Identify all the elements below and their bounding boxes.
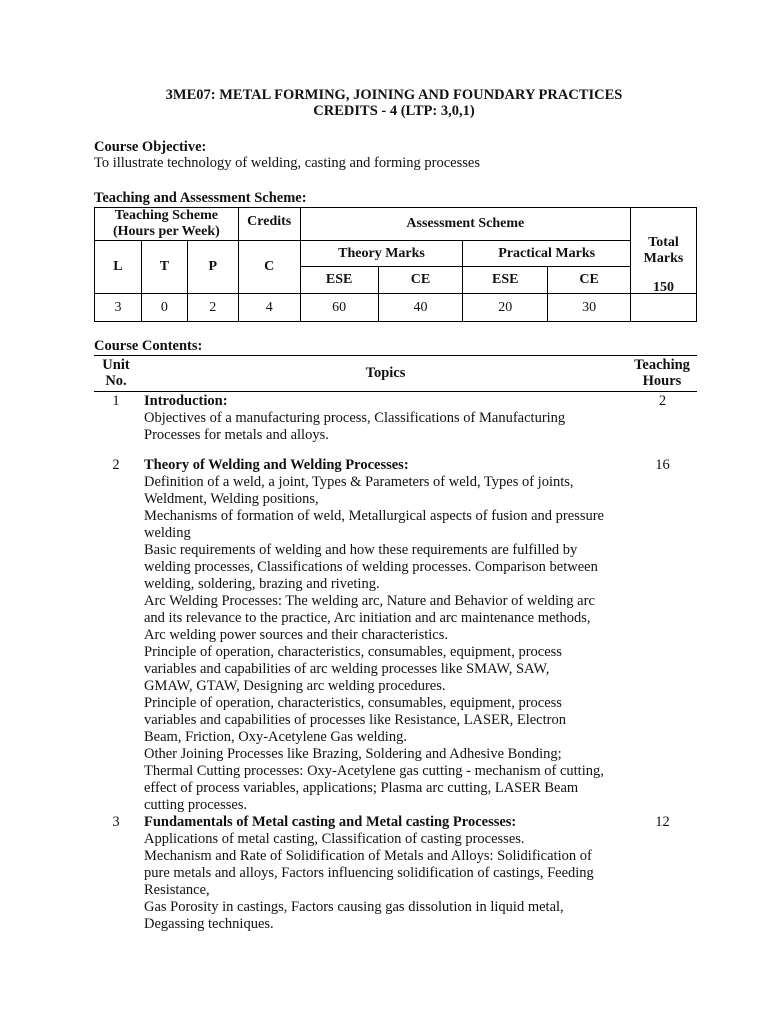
topic-line: variables and capabilities of arc welding processes like SMAW, SAW, <box>144 661 550 677</box>
topic-line: Gas Porosity in castings, Factors causing gas dissolution in liquid metal, <box>144 899 564 915</box>
objective-text: To illustrate technology of welding, casting and forming processes <box>94 155 480 171</box>
topic-line: Applications of metal casting, Classification of casting processes. <box>144 831 525 847</box>
practical-ese-header: ESE <box>463 267 548 294</box>
topic-line: Arc Welding Processes: The welding arc, Nature and Behavior of welding arc <box>144 593 595 609</box>
unit-topics <box>144 814 627 933</box>
unit-title: Theory of Welding and Welding Processes: <box>144 457 409 473</box>
topic-line: Processes for metals and alloys. <box>144 427 329 443</box>
col-c: C <box>238 241 300 294</box>
topic-line: variables and capabilities of processes like Resistance, LASER, Electron <box>144 712 566 728</box>
topic-line: and its relevance to the practice, Arc initiation and arc maintenance methods, <box>144 610 591 626</box>
topic-line: cutting processes. <box>144 797 248 813</box>
theory-ce-header: CE <box>378 267 463 294</box>
assessment-scheme-header: Assessment Scheme <box>300 208 630 241</box>
topic-line: Objectives of a manufacturing process, Classifications of Manufacturing <box>144 410 566 426</box>
practical-ce-header: CE <box>548 267 631 294</box>
unit-topics <box>144 393 627 444</box>
course-title: 3ME07: METAL FORMING, JOINING AND FOUNDARY PRACTICES <box>165 87 623 103</box>
topic-line: Weldment, Welding positions, <box>144 491 319 507</box>
topic-line: Principle of operation, characteristics, consumables, equipment, process <box>144 644 562 660</box>
topic-line: Principle of operation, characteristics, consumables, equipment, process <box>144 695 562 711</box>
unit-no-header: Unit No. <box>102 357 130 389</box>
topic-line: effect of process variables, applications; Plasma arc cutting, LASER Beam <box>144 780 579 796</box>
teaching-scheme-header: Teaching Scheme (Hours per Week) <box>95 208 239 241</box>
objective-heading: Course Objective: <box>94 139 207 155</box>
unit-number: 1 <box>112 393 120 409</box>
topic-line: Basic requirements of welding and how these requirements are fulfilled by <box>144 542 578 558</box>
value-c: 4 <box>238 294 300 322</box>
value-practical-ce: 30 <box>548 294 631 322</box>
topic-line: welding, soldering, brazing and riveting. <box>144 576 380 592</box>
col-t: T <box>141 241 187 294</box>
unit-hours: 2 <box>658 393 667 409</box>
topic-line: welding processes, Classifications of welding processes. Comparison between <box>144 559 598 575</box>
value-practical-ese: 20 <box>463 294 548 322</box>
total-marks-header: Total Marks <box>631 208 697 294</box>
credits-header: Credits <box>238 208 300 241</box>
topic-line: GMAW, GTAW, Designing arc welding procedures. <box>144 678 446 694</box>
teaching-hours-header: Teaching Hours <box>634 357 690 389</box>
unit-topics <box>144 457 627 814</box>
scheme-heading: Teaching and Assessment Scheme: <box>94 190 307 206</box>
topics-header: Topics <box>365 365 406 381</box>
value-p: 2 <box>187 294 238 322</box>
contents-heading: Course Contents: <box>94 338 203 354</box>
value-total: 150 <box>631 280 697 308</box>
topic-line: Other Joining Processes like Brazing, Soldering and Adhesive Bonding; <box>144 746 562 762</box>
theory-ese-header: ESE <box>300 267 378 294</box>
unit-title: Fundamentals of Metal casting and Metal casting Processes: <box>144 814 517 830</box>
value-l: 3 <box>95 294 142 322</box>
topic-line: Resistance, <box>144 882 210 898</box>
table-header-rule <box>94 391 697 392</box>
unit-hours: 12 <box>655 814 670 830</box>
unit-hours: 16 <box>655 457 670 473</box>
topic-line: Beam, Friction, Oxy-Acetylene Gas welding. <box>144 729 407 745</box>
unit-title: Introduction: <box>144 393 228 409</box>
topic-line: pure metals and alloys, Factors influencing solidification of castings, Feeding <box>144 865 594 881</box>
theory-marks-header: Theory Marks <box>300 241 463 267</box>
topic-line: Degassing techniques. <box>144 916 274 932</box>
course-credits: CREDITS - 4 (LTP: 3,0,1) <box>313 103 475 119</box>
unit-number: 2 <box>112 457 120 473</box>
topic-line: Arc welding power sources and their characteristics. <box>144 627 448 643</box>
unit-number: 3 <box>112 814 120 830</box>
topic-line: Definition of a weld, a joint, Types & Parameters of weld, Types of joints, <box>144 474 574 490</box>
value-theory-ce: 40 <box>378 294 463 322</box>
topic-line: Mechanisms of formation of weld, Metallurgical aspects of fusion and pressure <box>144 508 604 524</box>
topic-line: Mechanism and Rate of Solidification of Metals and Alloys: Solidification of <box>144 848 592 864</box>
value-theory-ese: 60 <box>300 294 378 322</box>
col-l: L <box>95 241 142 294</box>
teaching-assessment-table <box>94 207 697 322</box>
table-top-rule <box>94 355 697 356</box>
practical-marks-header: Practical Marks <box>463 241 631 267</box>
topic-line: welding <box>144 525 191 541</box>
col-p: P <box>187 241 238 294</box>
value-t: 0 <box>141 294 187 322</box>
topic-line: Thermal Cutting processes: Oxy-Acetylene gas cutting - mechanism of cutting, <box>144 763 604 779</box>
